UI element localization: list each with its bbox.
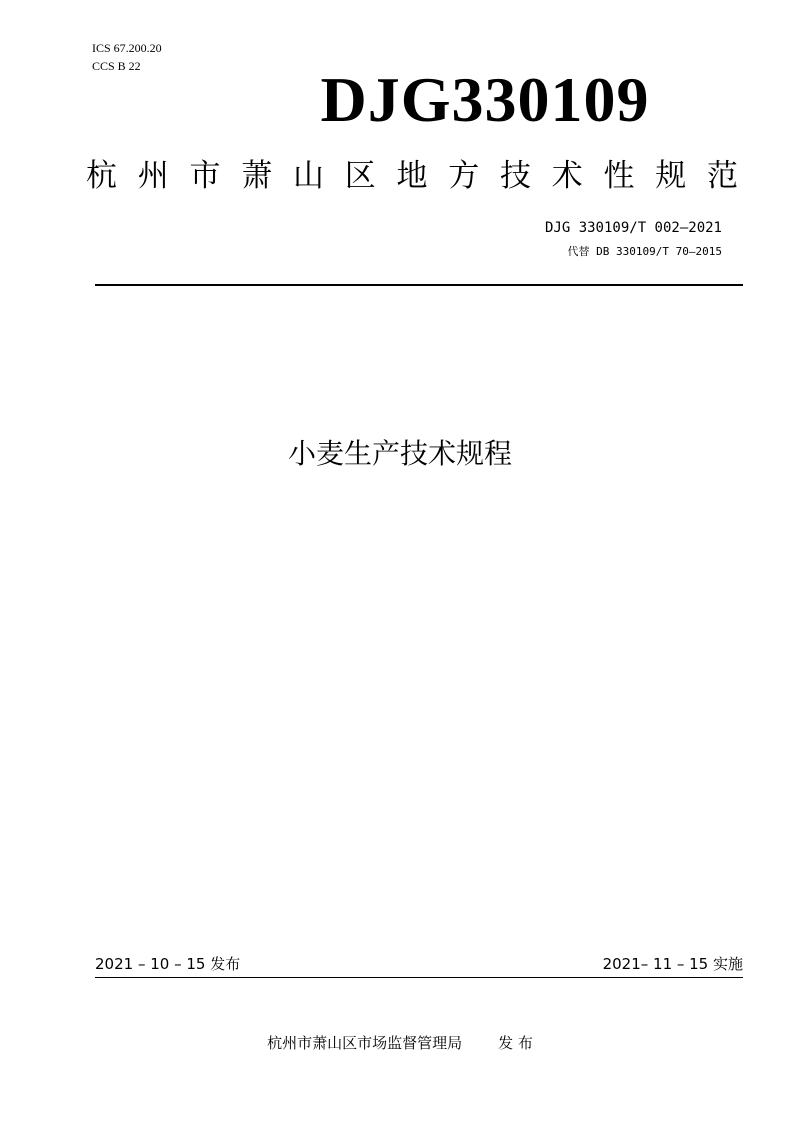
publication-date: 2021 – 10 – 15 发布 — [95, 955, 241, 973]
ccs-code: CCS B 22 — [92, 59, 141, 73]
series-title-char: 规 — [655, 158, 687, 194]
series-title-char: 市 — [189, 158, 221, 194]
bottom-divider — [95, 977, 743, 978]
publisher-name: 杭州市萧山区市场监督管理局 — [267, 1034, 463, 1052]
series-title-char: 术 — [551, 158, 583, 194]
series-title-char: 地 — [396, 158, 428, 194]
document-title: 小麦生产技术规程 — [287, 437, 512, 470]
series-title-char: 州 — [137, 158, 169, 194]
series-title-char: 方 — [448, 158, 480, 194]
replaces-standard: 代替 DB 330109/T 70—2015 — [567, 245, 722, 258]
ics-code: ICS 67.200.20 — [92, 41, 162, 55]
publish-action: 发 布 — [498, 1034, 533, 1052]
standard-number: DJG 330109/T 002—2021 — [544, 220, 722, 236]
top-divider — [95, 284, 743, 286]
series-title-char: 范 — [707, 158, 738, 194]
standard-series-code: DJG330109 — [320, 64, 650, 135]
series-title-char: 技 — [500, 158, 531, 194]
series-title-char: 区 — [344, 158, 376, 194]
series-title — [86, 154, 738, 198]
series-title-char: 杭 — [86, 158, 117, 194]
series-title-char: 山 — [293, 158, 324, 194]
publisher-line — [0, 1032, 800, 1054]
series-title-char: 性 — [603, 158, 635, 194]
implementation-date: 2021– 11 – 15 实施 — [602, 955, 743, 973]
series-title-char: 萧 — [241, 158, 273, 194]
